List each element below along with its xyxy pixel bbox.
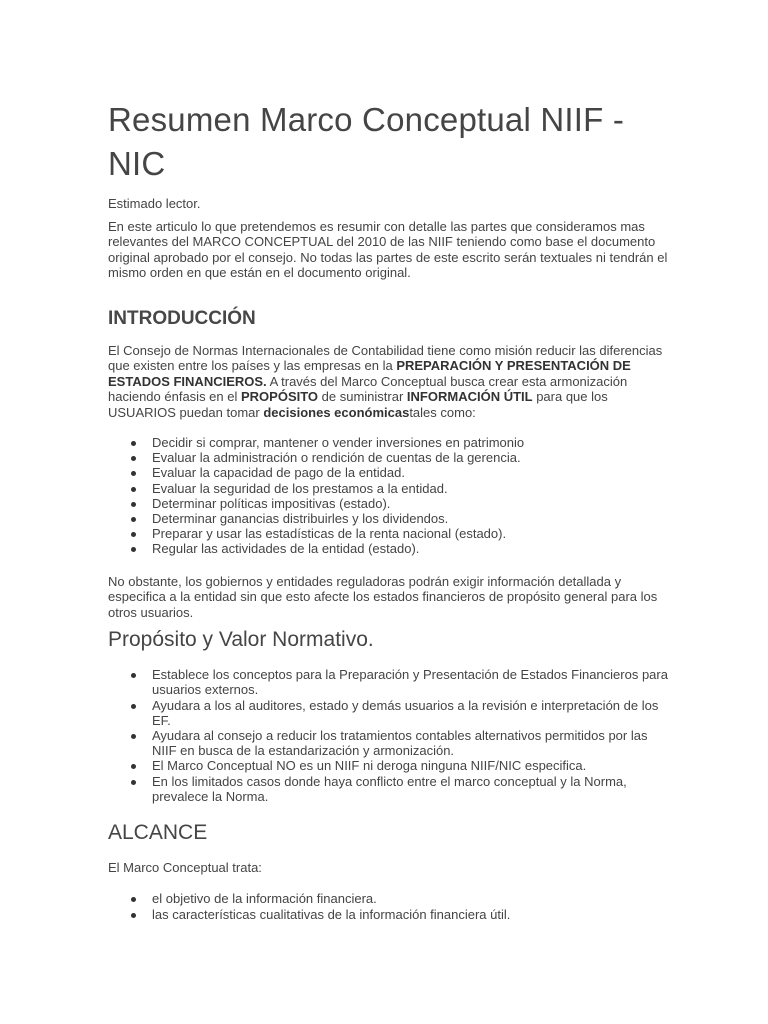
- introduccion-text-3: de suministrar: [318, 389, 407, 404]
- proposito-list: [108, 667, 668, 804]
- introduccion-paragraph: [108, 343, 668, 421]
- introduccion-closing: No obstante, los gobiernos y entidades reguladoras podrán exigir información detallada y especifica a la entidad sin que esto afecte los estados financieros de propósito general para los otros usuarios.: [108, 573, 658, 620]
- introduccion-bold-2: PROPÓSITO: [240, 389, 319, 404]
- section-heading-introduccion: INTRODUCCIÓN: [108, 307, 256, 329]
- introduccion-text-5: tales como:: [409, 404, 476, 420]
- introduccion-text-4: para que los USUARIOS puedan tomar: [108, 389, 608, 420]
- alcance-list: [108, 891, 668, 921]
- section-heading-proposito: Propósito y Valor Normativo.: [108, 628, 374, 652]
- introduccion-bold-4: decisiones económicas: [263, 404, 410, 420]
- section-heading-alcance: ALCANCE: [108, 820, 208, 844]
- list-item: Determinar ganancias distribuirles y los dividendos.: [130, 511, 668, 526]
- page-title: Resumen Marco Conceptual NIIF - NIC: [108, 101, 625, 182]
- list-item: Establece los conceptos para la Preparación y Presentación de Estados Financieros para usuarios externos.: [130, 667, 668, 697]
- alcance-intro: El Marco Conceptual trata:: [108, 859, 262, 875]
- list-item: El Marco Conceptual NO es un NIIF ni deroga ninguna NIIF/NIC especifica.: [130, 758, 668, 773]
- list-item: Ayudara al consejo a reducir los tratamientos contables alternativos permitidos por las NIIF en busca de la estandarización y armonización.: [130, 728, 668, 758]
- intro-paragraph: En este articulo lo que pretendemos es resumir con detalle las partes que consideramos mas relevantes del MARCO CONCEPTUAL del 2010 de las NIIF teniendo como base el documento original aprobado por el consejo. No todas las partes de este escrito serán textuales ni tendrán el mismo orden en que están en el documento original.: [108, 218, 668, 280]
- introduccion-bold-3: INFORMACIÓN ÚTIL: [406, 389, 533, 404]
- greeting: Estimado lector.: [108, 196, 201, 211]
- list-item: Ayudara a los al auditores, estado y demás usuarios a la revisión e interpretación de los EF.: [130, 698, 668, 728]
- list-item: Regular las actividades de la entidad (estado).: [130, 541, 668, 556]
- list-item: Evaluar la capacidad de pago de la entidad.: [130, 465, 668, 480]
- introduccion-text-2: A través del Marco Conceptual busca crear esta armonización haciendo énfasis en el: [108, 373, 628, 404]
- list-item: el objetivo de la información financiera.: [130, 891, 668, 906]
- list-item: Decidir si comprar, mantener o vender inversiones en patrimonio: [130, 435, 668, 450]
- list-item: Preparar y usar las estadísticas de la renta nacional (estado).: [130, 526, 668, 541]
- introduccion-text-1: El Consejo de Normas Internacionales de Contabilidad tiene como misión reducir las diferencias que existen entre los países y las empresas en la: [108, 342, 663, 373]
- list-item: Evaluar la administración o rendición de cuentas de la gerencia.: [130, 450, 668, 465]
- list-item: las características cualitativas de la información financiera útil.: [130, 907, 668, 922]
- introduccion-bold-1: PREPARACIÓN Y PRESENTACIÓN DE ESTADOS FINANCIEROS.: [108, 358, 631, 389]
- list-item: Evaluar la seguridad de los prestamos a la entidad.: [130, 481, 668, 496]
- list-item: En los limitados casos donde haya conflicto entre el marco conceptual y la Norma, prevalece la Norma.: [130, 774, 668, 804]
- introduccion-list: [108, 435, 668, 557]
- list-item: Determinar políticas impositivas (estado).: [130, 496, 668, 511]
